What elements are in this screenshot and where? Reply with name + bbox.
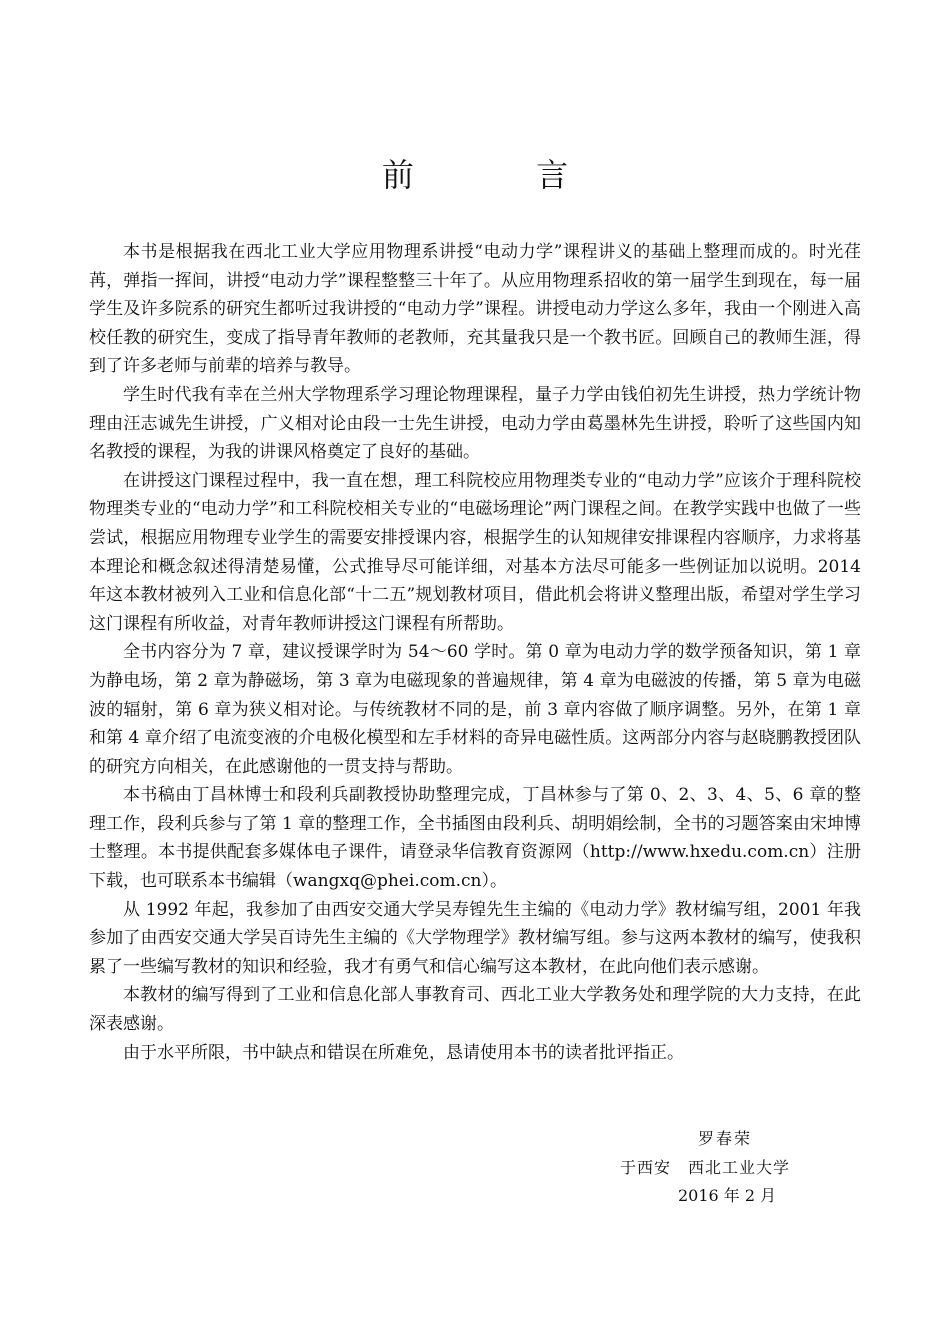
author-affiliation: 于西安 西北工业大学 xyxy=(620,1157,791,1177)
paragraph: 本书是根据我在西北工业大学应用物理系讲授“电动力学”课程讲义的基础上整理而成的。时光荏苒，弹指一挥间，讲授“电动力学”课程整整三十年了。从应用物理系招收的第一届学生到现在，每一届学生及许多院系的研究生都听过我讲授的“电动力学”课程。讲授电动力学这么多年，我由一个刚进入高校任教的研究生，变成了指导青年教师的老教师，充其量我只是一个教书匠。回顾自己的教师生涯，得到了许多老师与前辈的培养与教导。 xyxy=(89,242,861,377)
paragraph: 本书稿由丁昌林博士和段利兵副教授协助整理完成，丁昌林参与了第 0、2、3、4、5、6 章的整理工作，段利兵参与了第 1 章的整理工作，全书插图由段利兵、胡明娟绘制，全书的习题答案由宋坤博士整理。本书提供配套多媒体电子课件，请登录华信教育资源网（http://www.hxedu.com.cn）注册下载，也可联系本书编辑（wangxq@phei.com.cn）。 xyxy=(89,785,861,892)
signature-date: 2016 年 2 月 xyxy=(678,1186,777,1206)
page-title: 前 言 xyxy=(381,156,625,194)
preface-body xyxy=(89,238,861,1067)
author-name: 罗春荣 xyxy=(698,1129,753,1148)
paragraph: 由于水平所限，书中缺点和错误在所难免，恳请使用本书的读者批评指正。 xyxy=(123,1042,684,1063)
paragraph: 在讲授这门课程过程中，我一直在想，理工科院校应用物理类专业的“电动力学”应该介于理科院校物理类专业的“电动力学”和工科院校相关专业的“电磁场理论”两门课程之间。在教学实践中也做了一些尝试，根据应用物理专业学生的需要安排授课内容，根据学生的认知规律安排课程内容顺序，力求将基本理论和概念叙述得清楚易懂，公式推导尽可能详细，对基本方法尽可能多一些例证加以说明。2014 年这本教材被列入工业和信息化部“十二五”规划教材项目，借此机会将讲义整理出版，希望对学生学习这门课程有所收益，对青年教师讲授这门课程有所帮助。 xyxy=(89,470,861,634)
paragraph: 本教材的编写得到了工业和信息化部人事教育司、西北工业大学教务处和理学院的大力支持，在此深表感谢。 xyxy=(89,985,861,1035)
paragraph: 学生时代我有幸在兰州大学物理系学习理论物理课程，量子力学由钱伯初先生讲授，热力学统计物理由汪志诚先生讲授，广义相对论由段一士先生讲授，电动力学由葛墨林先生讲授，聆听了这些国内知名教授的课程，为我的讲课风格奠定了良好的基础。 xyxy=(89,384,861,463)
paragraph: 全书内容分为 7 章，建议授课学时为 54～60 学时。第 0 章为电动力学的数学预备知识，第 1 章为静电场，第 2 章为静磁场，第 3 章为电磁现象的普遍规律，第 4 章为电磁波的传播，第 5 章为电磁波的辐射，第 6 章为狭义相对论。与传统教材不同的是，前 3 章内容做了顺序调整。另外，在第 1 章和第 4 章介绍了电流变液的介电极化模型和左手材料的奇异电磁性质。这两部分内容与赵晓鹏教授团队的研究方向相关，在此感谢他的一贯支持与帮助。 xyxy=(89,642,861,777)
paragraph: 从 1992 年起，我参加了由西安交通大学吴寿锽先生主编的《电动力学》教材编写组，2001 年我参加了由西安交通大学吴百诗先生主编的《大学物理学》教材编写组。参与这两本教材的编写，使我积累了一些编写教材的知识和经验，我才有勇气和信心编写这本教材，在此向他们表示感谢。 xyxy=(89,899,861,977)
signature-block xyxy=(600,1125,860,1211)
